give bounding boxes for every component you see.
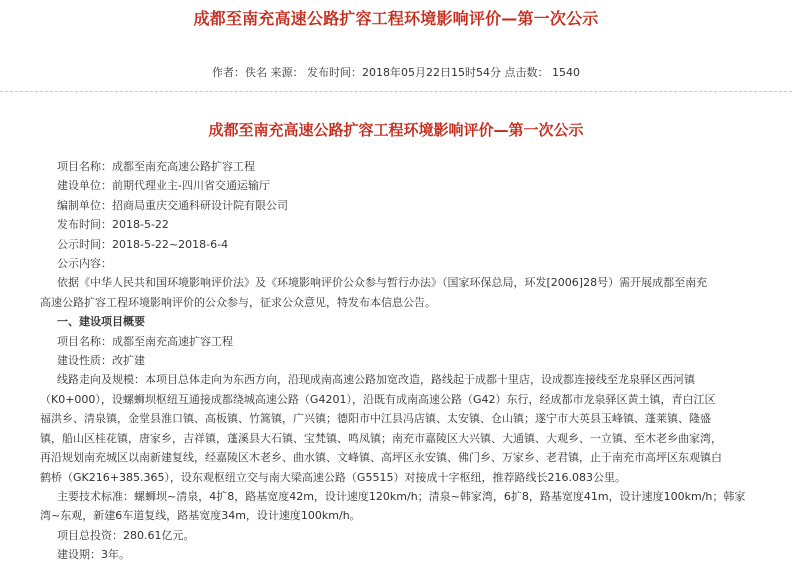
route-line: 线路走向及规模：本项目总体走向为东西方向，沿现成南高速公路加宽改造，路线起于成都十里店，设成都连接线至龙泉驿区西河镇 — [57, 373, 695, 387]
route-line: 鹤桥（GK216+385.365），设东观枢纽立交与南大梁高速公路（G5515）对接成十字枢纽，推荐路线长216.083公里。 — [40, 470, 626, 484]
notice-content-label: 公示内容： — [57, 257, 112, 271]
section-heading: 一、建设项目概要 — [57, 315, 145, 329]
project-name-line-2: 项目名称：成都至南充高速扩容工程 — [57, 334, 233, 348]
route-line: 镇，船山区桂花镇，唐家乡，吉祥镇，蓬溪县大石镇、宝梵镇、鸣凤镇；南充市嘉陵区大兴镇、大通镇、大观乡、一立镇、至木老乡曲家湾， — [40, 431, 722, 445]
notice-period-line: 公示时间：2018-5-22~2018-6-4 — [57, 237, 229, 251]
construction-period-line: 建设期：3年。 — [57, 548, 130, 562]
route-line: （K0+000），设螺蛳坝枢纽互通接成都绕城高速公路（G4201），沿既有成南高速公路（G42）东行，经成都市龙泉驿区黄土镇，青白江区 — [40, 392, 716, 406]
route-line: 福洪乡、清泉镇，金堂县淮口镇、高板镇、竹篙镇，广兴镇；德阳市中江县冯店镇、太安镇、仓山镇；遂宁市大英县玉峰镇、蓬莱镇、隆盛 — [40, 412, 711, 426]
article-body — [40, 157, 770, 565]
page-title: 成都至南充高速公路扩容工程环境影响评价—第一次公示 — [193, 9, 599, 28]
compiler-line: 编制单位：招商局重庆交通科研设计院有限公司 — [57, 198, 288, 212]
construction-nature-line: 建设性质：改扩建 — [57, 354, 145, 368]
tech-standard-line: 主要技术标准：螺蛳坝~清泉，4扩8，路基宽度42m，设计速度120km/h；清泉~韩家湾，6扩8，路基宽度41m，设计速度100km/h；韩家 — [57, 489, 746, 503]
article-title: 成都至南充高速公路扩容工程环境影响评价—第一次公示 — [208, 121, 584, 139]
total-investment-line: 项目总投资：280.61亿元。 — [57, 528, 195, 542]
paragraph-line: 高速公路扩容工程环境影响评价的公众参与，征求公众意见，特发布本信息公告。 — [40, 295, 436, 309]
divider — [0, 91, 792, 92]
publish-time-line: 发布时间：2018-5-22 — [57, 218, 169, 232]
article-meta: 作者：佚名 来源： 发布时间：2018年05月22日15时54分 点击数： 1540 — [212, 66, 580, 79]
project-name-line: 项目名称：成都至南充高速公路扩容工程 — [57, 160, 255, 173]
route-line: 再沿规划南充城区以南新建复线，经嘉陵区木老乡、曲水镇、文峰镇、高坪区永安镇、佛门乡、万家乡、老君镇，止于南充市高坪区东观镇白 — [40, 451, 722, 465]
builder-line: 建设单位：前期代理业主-四川省交通运输厅 — [57, 179, 270, 193]
paragraph-line: 依据《中华人民共和国环境影响评价法》及《环境影响评价公众参与暂行办法》（国家环保总局，环发[2006]28号）需开展成都至南充 — [57, 276, 708, 290]
tech-standard-line: 湾~东观，新建6车道复线，路基宽度34m，设计速度100km/h。 — [40, 509, 361, 523]
